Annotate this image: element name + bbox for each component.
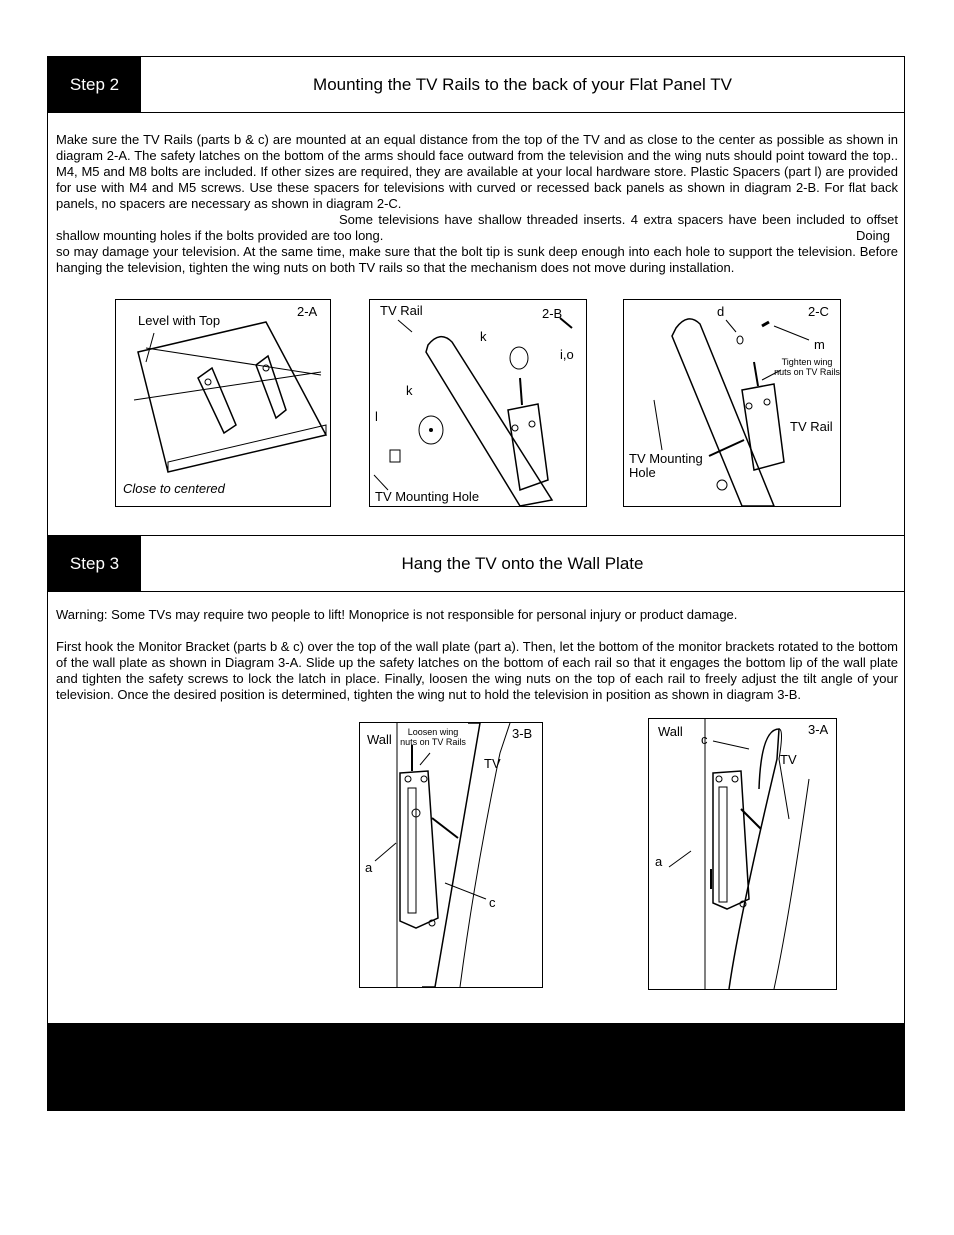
step3-paragraph: First hook the Monitor Bracket (parts b & c) over the top of the wall plate (part a). Then, let the bottom of the monitor brackets rotated to the bottom of the wall plate as shown in Diagram 3-A. Slide up the safety latches on the bottom of each rail so that it engages the bottom lip of the wall plate and tighten the safety screws to lock the latch in place. Finally, loosen the wing nuts on the top of each rail to freely adjust the tilt angle of your television. Once the desired position is determined, tighten the wing nut to hold the television in position as shown in diagram 3-B. [56,639,898,702]
diagram-2a [115,299,331,507]
step2-label: Step 2 [48,57,141,112]
diagram-2b-io: i,o [560,347,574,362]
diagram-2a-id: 2-A [297,304,318,319]
step3-warning: Warning: Some TVs may require two people to lift! Monoprice is not responsible for personal injury or product damage. [56,607,738,622]
diagram-2c-id: 2-C [808,304,829,319]
step2-title: Mounting the TV Rails to the back of your Flat Panel TV [313,74,732,94]
instruction-page [47,56,905,1111]
diagram-2c-hole-label: TV Mounting Hole [629,451,703,480]
diagram-2b-k1: k [480,329,487,344]
diagram-2c-tighten-label: Tighten wing nuts on TV Rails [774,357,840,377]
diagram-3b-tv: TV [484,756,501,771]
diagram-3b-a: a [365,860,373,875]
step2-paragraph-3: Doing so may damage your television. At the same time, make sure that the bolt tip is sunk deep enough into each hole to support the television. Before hanging the television, tighten the wing nuts on both TV rails so that the mechanism does not move during installation. [56,228,898,275]
diagram-3a-a: a [655,854,663,869]
footer-bar [48,1023,904,1110]
diagram-3b-id: 3-B [512,726,533,741]
diagram-2a-top-label: Level with Top [138,313,221,328]
diagram-3a-wall: Wall [658,724,683,739]
step3-label: Step 3 [48,536,141,591]
step3-header [48,535,904,592]
diagram-2c-m: m [814,337,825,352]
step2-paragraph-1: Make sure the TV Rails (parts b & c) are mounted at an equal distance from the top of the TV and as close to the center as possible as shown in diagram 2-A. The safety latches on the bottom of the arms should face outward from the television and the wing nuts should point toward the top.. M4, M5 and M8 bolts are included. If other sizes are required, they are available at your local hardware store. Plastic Spacers (part l) are provided for use with M4 and M5 screws. Use these spacers for televisions with curved or recessed back panels as shown in diagram 2-B. For flat back panels, no spacers are necessary as shown in diagram 2-C. [56,132,898,211]
diagram-3b [359,722,543,988]
diagram-2b-hole-label: TV Mounting Hole [375,489,480,504]
step3-title: Hang the TV onto the Wall Plate [401,553,644,573]
diagram-3b-c: c [489,895,496,910]
step2-paragraph-2: Some televisions have shallow threaded inserts. 4 extra spacers have been included to offset shallow mounting holes if the bolts provided are too long. [56,212,898,243]
diagram-2b [369,299,587,507]
diagram-2a-drawing [116,300,330,506]
diagram-2b-id: 2-B [542,306,563,321]
diagram-3a [648,718,837,990]
diagram-3a-tv: TV [780,752,797,767]
diagram-3a-drawing [649,719,836,989]
diagram-2b-drawing [370,300,586,506]
diagram-2b-rail-label: TV Rail [380,303,423,318]
diagram-2a-bottom-label: Close to centered [123,481,225,496]
diagram-3a-c: c [701,732,708,747]
diagram-2b-l: l [375,409,378,424]
diagram-2b-k2: k [406,383,413,398]
diagram-3a-id: 3-A [808,722,829,737]
diagram-2c-d: d [717,304,725,319]
diagram-2c-rail-label: TV Rail [790,419,833,434]
diagram-3b-wall: Wall [367,732,392,747]
diagram-2c [623,299,841,507]
step2-header [48,57,904,113]
diagram-3b-drawing [360,723,542,987]
diagram-3b-loosen-label: Loosen wing nuts on TV Rails [400,727,466,747]
